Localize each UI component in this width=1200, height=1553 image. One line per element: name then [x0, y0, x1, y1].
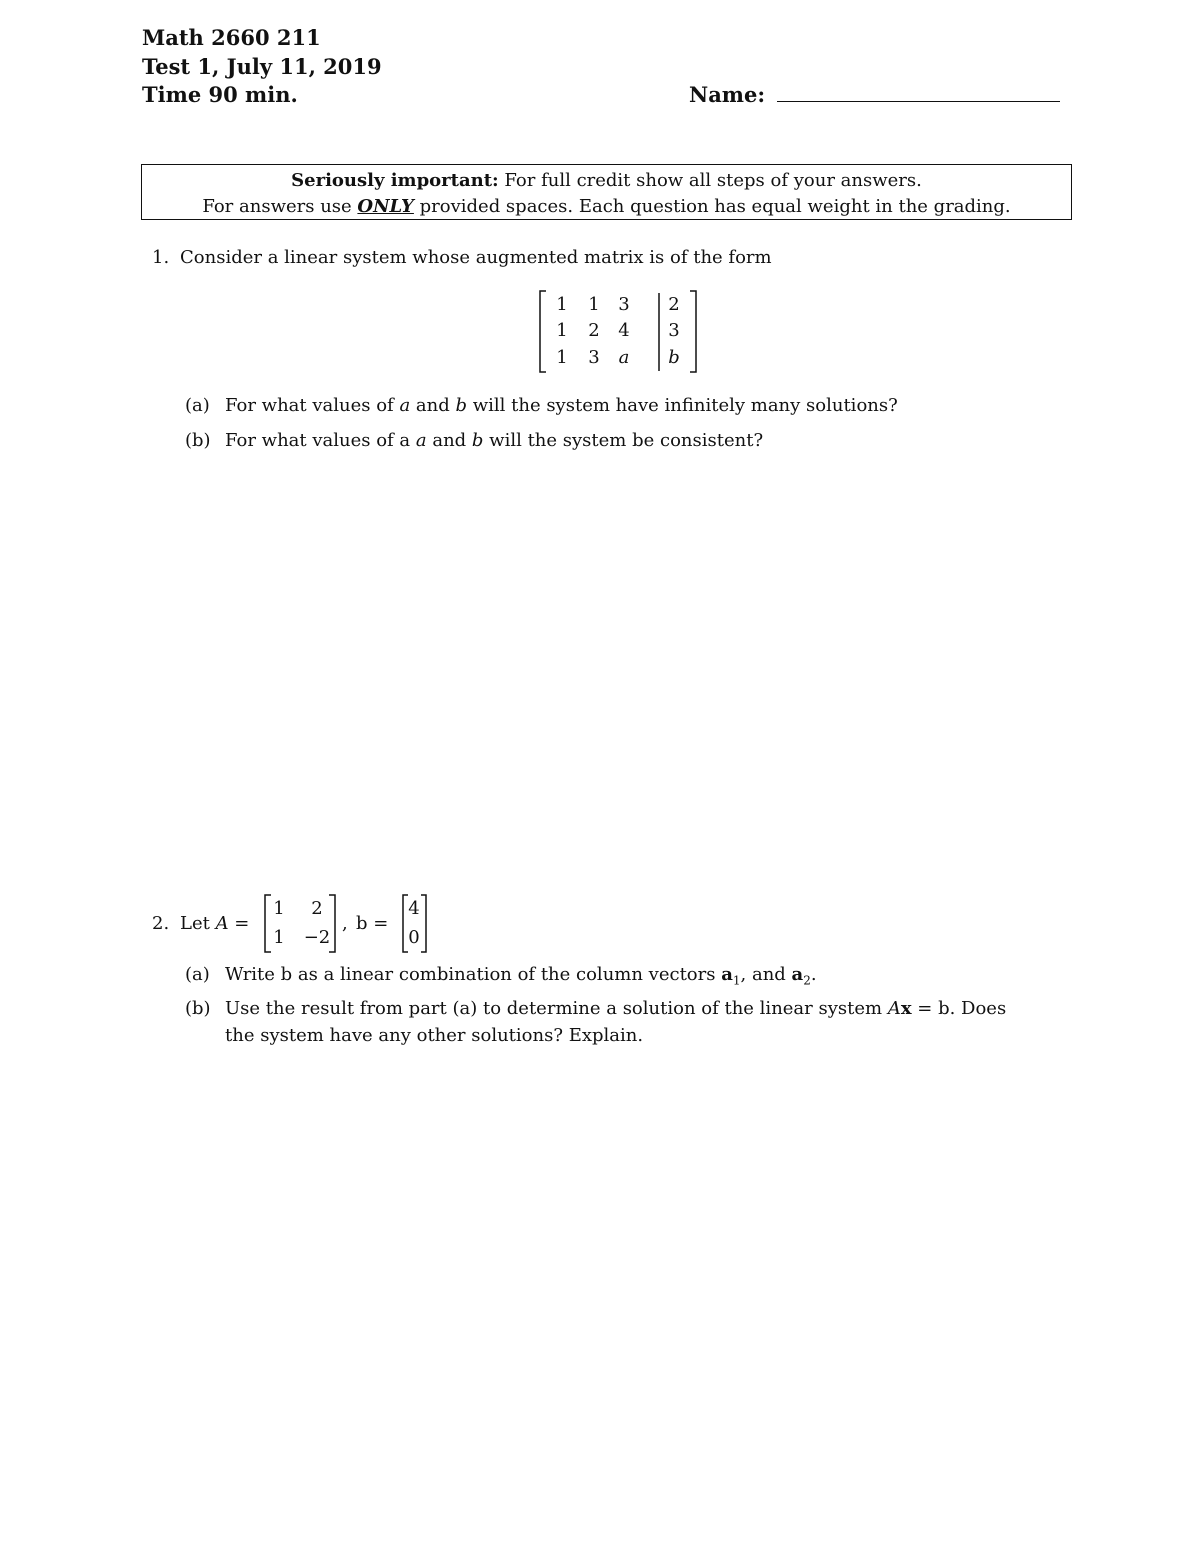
q1-left-bracket — [540, 291, 546, 372]
q1b-var-a: a — [415, 430, 427, 451]
q2-comma: , — [342, 913, 348, 934]
q2a-sub-1: 1 — [732, 973, 741, 988]
q1b-seg-3: will the system be consistent? — [483, 430, 764, 451]
q2-b-r2: 0 — [408, 927, 420, 948]
q1b-var-b: b — [471, 430, 484, 451]
q2-part-a-label: (a) — [185, 964, 210, 985]
q2-A-r2c2: −2 — [303, 927, 331, 948]
q1-part-b-text — [225, 430, 763, 451]
instructions-emphasis: Seriously important: — [291, 170, 499, 191]
q2-let-word: Let — [180, 913, 216, 934]
question-2-number: 2. — [152, 913, 170, 934]
q1a-seg-1: For what values of — [225, 395, 400, 416]
q1a-seg-3: will the system have infinitely many solutions? — [467, 395, 898, 416]
q1-matrix-r2c4: 3 — [668, 320, 680, 341]
q2-A-r1c1: 1 — [273, 898, 285, 919]
q1b-seg-2: and — [426, 430, 472, 451]
q1-part-a-label: (a) — [185, 395, 210, 416]
q2-part-a-text — [225, 964, 817, 988]
question-2-let — [180, 913, 249, 934]
q1-matrix-r3c3: a — [618, 347, 630, 368]
q1-matrix-r1c4: 2 — [668, 294, 680, 315]
q1b-seg-1: For what values of a — [225, 430, 416, 451]
question-1-number: 1. — [152, 247, 170, 268]
q2a-vec-a1: a — [721, 964, 733, 985]
q1-matrix-r3c1: 1 — [556, 347, 568, 368]
q2-A-symbol: A — [215, 913, 229, 934]
q2a-vec-a2: a — [791, 964, 804, 985]
q2a-seg-2: , and — [740, 964, 792, 985]
q1-matrix-r2c3: 4 — [618, 320, 630, 341]
q1a-seg-2: and — [410, 395, 456, 416]
question-1-stem: Consider a linear system whose augmented matrix is of the form — [180, 247, 772, 268]
q2a-seg-3: . — [810, 964, 817, 985]
q2a-sub-2: 2 — [803, 973, 811, 988]
q1a-var-b: b — [455, 395, 467, 416]
q2b-x: x — [900, 998, 912, 1019]
q1-part-a-text — [225, 395, 898, 416]
q2b-A: A — [887, 998, 901, 1019]
q1-matrix-r1c2: 1 — [588, 294, 600, 315]
q1-matrix-r2c1: 1 — [556, 320, 568, 341]
q2-equals: = — [228, 913, 250, 934]
q2-part-b-text-line-1 — [225, 998, 1006, 1019]
q1-matrix-r2c2: 2 — [588, 320, 600, 341]
q1-right-bracket — [690, 291, 696, 372]
q1-part-b-label: (b) — [185, 430, 211, 451]
q2b-seg-1: Use the result from part (a) to determine a solution of the linear system — [225, 998, 888, 1019]
course-title: Math 2660 211 — [142, 25, 321, 50]
name-label: Name: — [689, 82, 766, 107]
q1-matrix-r1c3: 3 — [618, 294, 630, 315]
q2a-seg-1: Write b as a linear combination of the column vectors — [225, 964, 722, 985]
time-limit: Time 90 min. — [142, 82, 298, 107]
instructions-text-2a: For answers use — [202, 196, 358, 217]
q2b-seg-2: = b. Does — [911, 998, 1007, 1019]
q2-b-r1: 4 — [408, 898, 420, 919]
q1-matrix-r1c1: 1 — [556, 294, 568, 315]
q2-A-r2c1: 1 — [273, 927, 285, 948]
test-date: Test 1, July 11, 2019 — [142, 54, 382, 79]
q1-matrix-r3c4: b — [668, 347, 680, 368]
instructions-text-1: For full credit show all steps of your answers. — [498, 170, 922, 191]
q2-part-b-label: (b) — [185, 998, 211, 1019]
q1-matrix-r3c2: 3 — [588, 347, 600, 368]
q2-b-equals: b = — [356, 913, 389, 934]
q2-part-b-text-line-2: the system have any other solutions? Explain. — [225, 1025, 644, 1046]
only-emphasis: ONLY — [357, 196, 414, 217]
instructions-text-2b: provided spaces. Each question has equal weight in the grading. — [413, 196, 1011, 217]
q1a-var-a: a — [399, 395, 411, 416]
q2-A-r1c2: 2 — [311, 898, 323, 919]
